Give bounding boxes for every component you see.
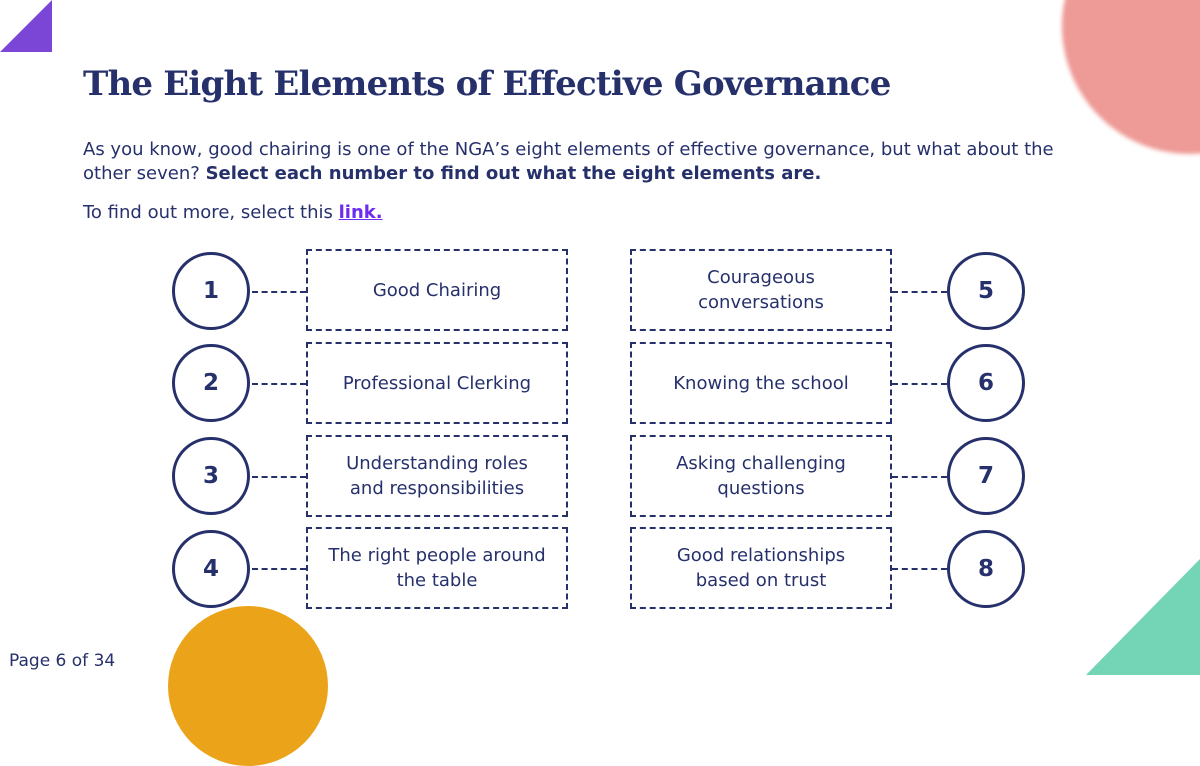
element-1-button[interactable]: 1 (172, 252, 250, 330)
element-6-box: Knowing the school (630, 342, 892, 424)
element-2-connector (252, 383, 306, 385)
orange-half-circle (168, 606, 328, 766)
element-5-button[interactable]: 5 (947, 252, 1025, 330)
element-3-box: Understanding roles and responsibilities (306, 435, 568, 517)
element-4-box: The right people around the table (306, 527, 568, 609)
element-2-button[interactable]: 2 (172, 344, 250, 422)
element-8-connector (892, 568, 947, 570)
page-indicator: Page 6 of 34 (9, 651, 116, 671)
intro-paragraph (83, 138, 1083, 186)
element-6-connector (892, 383, 947, 385)
intro-text: As you know, good chairing is one of the NGA’s eight elements of effective governance, but what about the other seven? (83, 139, 1054, 184)
page-title: The Eight Elements of Effective Governance (83, 64, 891, 104)
element-1-box: Good Chairing (306, 249, 568, 331)
teal-corner-triangle (1086, 559, 1200, 675)
find-out-more (83, 202, 383, 223)
element-5-connector (892, 291, 947, 293)
element-6-button[interactable]: 6 (947, 344, 1025, 422)
find-out-more-text: To find out more, select this (83, 202, 333, 223)
element-2-box: Professional Clerking (306, 342, 568, 424)
element-1-connector (252, 291, 306, 293)
element-4-connector (252, 568, 306, 570)
pink-corner-circle (1062, 0, 1200, 154)
element-8-box: Good relationships based on trust (630, 527, 892, 609)
element-3-button[interactable]: 3 (172, 437, 250, 515)
more-info-link[interactable]: link. (338, 202, 383, 223)
element-4-button[interactable]: 4 (172, 530, 250, 608)
element-5-box: Courageous conversations (630, 249, 892, 331)
element-7-button[interactable]: 7 (947, 437, 1025, 515)
element-3-connector (252, 476, 306, 478)
element-7-box: Asking challenging questions (630, 435, 892, 517)
purple-corner-triangle (0, 0, 52, 52)
element-8-button[interactable]: 8 (947, 530, 1025, 608)
element-7-connector (892, 476, 947, 478)
intro-instruction: Select each number to find out what the eight elements are. (205, 163, 822, 184)
